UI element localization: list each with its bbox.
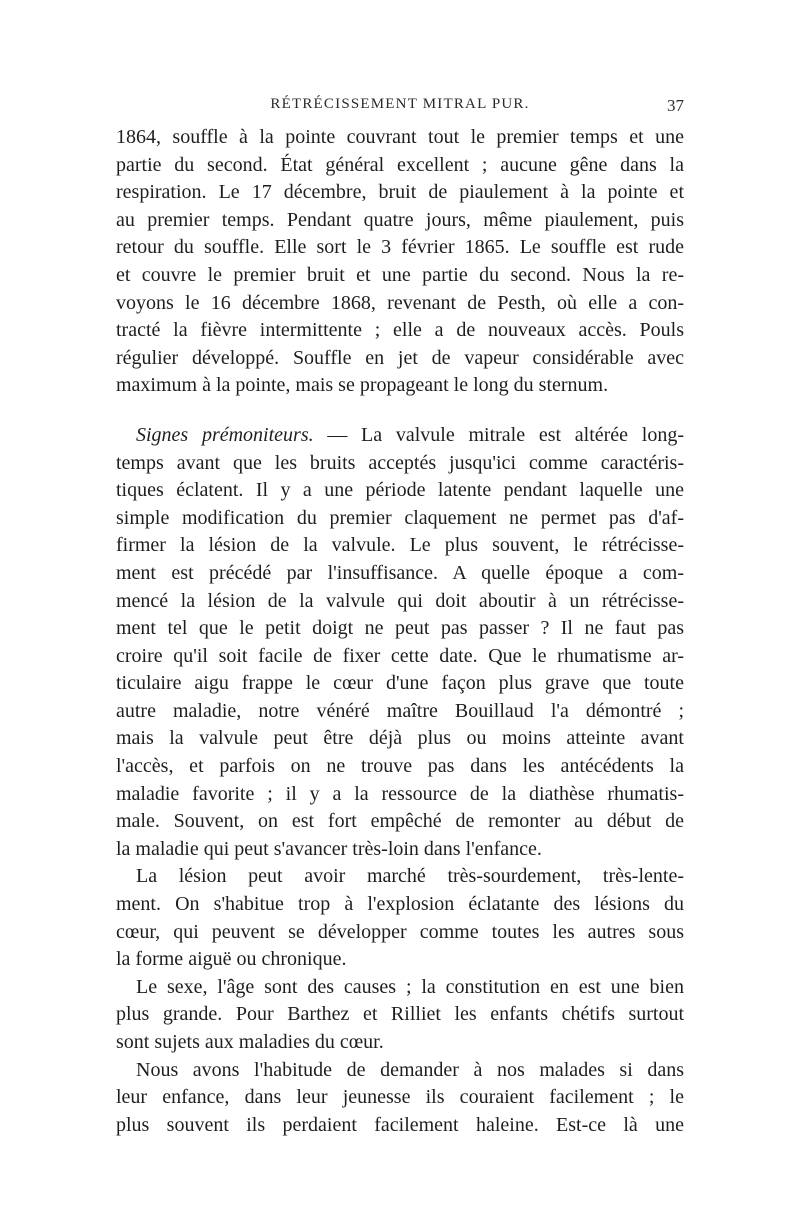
paragraph-signes-premoniteurs: [116, 422, 684, 864]
text-line: [116, 422, 684, 450]
body-text: [116, 124, 684, 1139]
text-line: tracté la fièvre intermittente ; elle a de nouveaux accès. Pouls: [116, 319, 684, 342]
text-line: ment tel que le petit doigt ne peut pas passer ? Il ne faut pas: [116, 617, 684, 640]
text-line: voyons le 16 décembre 1868, revenant de Pesth, où elle a con-: [116, 291, 684, 314]
text-line: leur enfance, dans leur jeunesse ils couraient facilement ; le: [116, 1086, 684, 1109]
text-line: plus grande. Pour Barthez et Rilliet les enfants chétifs surtout: [116, 1003, 684, 1026]
paragraph-enfance: [116, 1057, 684, 1140]
text-line: sont sujets aux maladies du cœur.: [116, 1031, 384, 1053]
text-line: croire qu'il soit facile de fixer cette date. Que le rhumatisme ar-: [116, 644, 684, 667]
text-line: mencé la lésion de la valvule qui doit aboutir à un rétrécisse-: [116, 589, 684, 612]
text-line: simple modification du premier claquement ne permet pas d'af-: [116, 506, 684, 529]
text-line: respiration. Le 17 décembre, bruit de piaulement à la pointe et: [116, 181, 684, 204]
text-line: plus souvent ils perdaient facilement haleine. Est-ce là une: [116, 1113, 684, 1136]
text-line: tiques éclatent. Il y a une période latente pendant laquelle une: [116, 479, 684, 502]
text-line: régulier développé. Souffle en jet de vapeur considérable avec: [116, 346, 684, 369]
paragraph-case-report-continuation: [116, 124, 684, 400]
running-title: RÉTRÉCISSEMENT MITRAL PUR.: [270, 96, 530, 112]
heading-line-rest: — La valvule mitrale est altérée long-: [313, 423, 684, 446]
text-line: temps avant que les bruits acceptés jusqu'ici comme caractéris-: [116, 451, 684, 474]
section-heading: Signes prémoniteurs.: [136, 423, 314, 446]
text-line: au premier temps. Pendant quatre jours, même piaulement, puis: [116, 208, 684, 231]
text-line: ment est précédé par l'insuffisance. A quelle époque a com-: [116, 561, 684, 584]
text-line: retour du souffle. Elle sort le 3 février 1865. Le souffle est rude: [116, 236, 684, 259]
text-line: partie du second. État général excellent ; aucune gêne dans la: [116, 153, 684, 176]
text-line: et couvre le premier bruit et une partie du second. Nous la re-: [116, 263, 684, 286]
text-line: La lésion peut avoir marché très-sourdement, très-lente-: [136, 865, 684, 888]
paragraph-lesion-sourde: [116, 863, 684, 973]
paragraph-gap: [116, 400, 684, 422]
text-line: la maladie qui peut s'avancer très-loin dans l'enfance.: [116, 837, 542, 860]
text-line: Le sexe, l'âge sont des causes ; la constitution en est une bien: [136, 975, 684, 998]
paragraph-causes: [116, 974, 684, 1057]
text-line: autre maladie, notre vénéré maître Bouillaud l'a démontré ;: [116, 699, 684, 722]
page-number: 37: [667, 96, 684, 115]
text-line: Nous avons l'habitude de demander à nos malades si dans: [136, 1058, 684, 1081]
running-head: [116, 96, 684, 122]
text-line: ment. On s'habitue trop à l'explosion éclatante des lésions du: [116, 893, 684, 916]
text-line: la forme aiguë ou chronique.: [116, 948, 347, 971]
text-line: firmer la lésion de la valvule. Le plus souvent, le rétrécisse-: [116, 534, 684, 557]
text-line: ticulaire aigu frappe le cœur d'une façon plus grave que toute: [116, 672, 684, 695]
text-line: mais la valvule peut être déjà plus ou moins atteinte avant: [116, 727, 684, 750]
text-line: maximum à la pointe, mais se propageant le long du sternum.: [116, 374, 609, 397]
text-line: maladie favorite ; il y a la ressource de la diathèse rhumatis-: [116, 782, 684, 805]
text-line: l'accès, et parfois on ne trouve pas dans les antécédents la: [116, 755, 684, 778]
text-line: 1864, souffle à la pointe couvrant tout le premier temps et une: [116, 126, 684, 148]
text-line: cœur, qui peuvent se développer comme toutes les autres sous: [116, 920, 684, 943]
text-line: male. Souvent, on est fort empêché de remonter au début de: [116, 810, 684, 833]
